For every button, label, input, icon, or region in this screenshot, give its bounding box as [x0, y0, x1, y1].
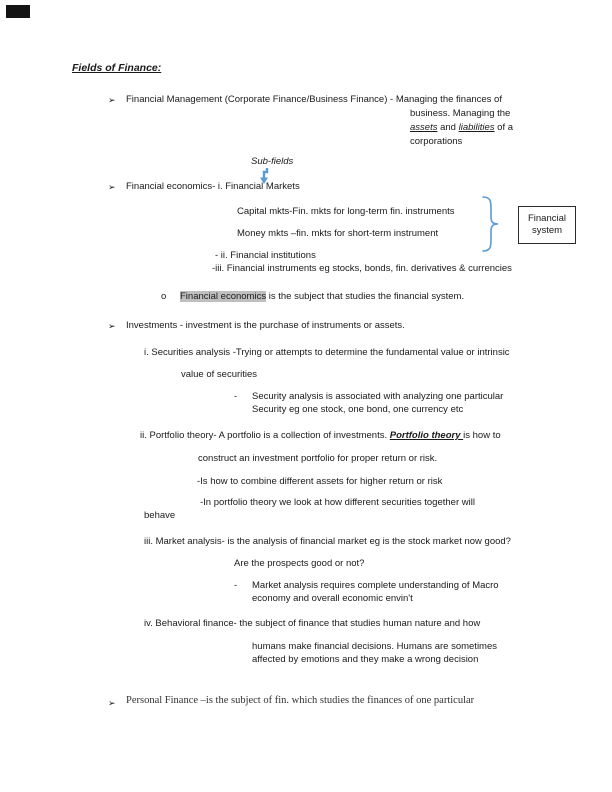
capital-markets-line: Capital mkts-Fin. mkts for long-term fin. instruments	[237, 206, 455, 217]
subfields-label: Sub-fields	[251, 156, 294, 167]
portfolio-pre: ii. Portfolio theory- A portfolio is a collection of investments.	[140, 430, 390, 441]
bullet-arrow-icon: ➢	[108, 95, 116, 105]
securities-note2: Security eg one stock, one bond, one currency etc	[252, 404, 464, 415]
portfolio-theory-term: Portfolio theory	[389, 430, 464, 441]
behavioral-line1: iv. Behavioral finance- the subject of finance that studies human nature and how	[144, 618, 481, 629]
personal-finance-line: Personal Finance –is the subject of fin. which studies the finances of one particular	[126, 695, 475, 706]
callout-line1: Financial	[527, 213, 567, 224]
securities-line1: i. Securities analysis -Trying or attempts to determine the fundamental value or intrinsic	[144, 347, 510, 358]
market-line1: iii. Market analysis- is the analysis of financial market eg is the stock market now good?	[144, 536, 511, 547]
securities-line2: value of securities	[181, 369, 258, 380]
portfolio-post: is how to	[463, 430, 501, 441]
scan-artifact	[6, 5, 30, 18]
line3-rest: of a	[494, 122, 514, 133]
portfolio-line5: behave	[144, 510, 176, 521]
financial-institutions-line: - ii. Financial institutions	[215, 250, 316, 261]
dash-icon: -	[234, 580, 238, 591]
securities-note1: Security analysis is associated with analyzing one particular	[252, 391, 504, 402]
financial-management-line1: Financial Management (Corporate Finance/Business Finance) - Managing the finances of	[126, 94, 502, 105]
financial-instruments-line: -iii. Financial instruments eg stocks, bonds, fin. derivatives & currencies	[212, 263, 512, 274]
sub-bullet-icon: o	[161, 291, 167, 302]
investments-heading: Investments - investment is the purchase of instruments or assets.	[126, 320, 405, 331]
dash-icon: -	[234, 391, 238, 402]
portfolio-line1	[140, 430, 501, 442]
bullet-arrow-icon: ➢	[108, 698, 116, 708]
line3-and: and	[437, 122, 459, 133]
page-title: Fields of Finance:	[72, 62, 162, 74]
behavioral-line3: affected by emotions and they make a wrong decision	[252, 654, 479, 665]
financial-economics-summary	[180, 291, 464, 303]
behavioral-line2: humans make financial decisions. Humans are sometimes	[252, 641, 497, 652]
financial-system-callout	[518, 206, 576, 244]
assets-term: assets	[410, 122, 438, 133]
portfolio-line3: -Is how to combine different assets for higher return or risk	[197, 476, 443, 487]
portfolio-line4: -In portfolio theory we look at how different securities together will	[200, 497, 475, 508]
summary-rest: is the subject that studies the financial system.	[266, 291, 465, 302]
financial-economics-heading: Financial economics- i. Financial Markets	[126, 181, 300, 192]
financial-management-line4: corporations	[410, 136, 463, 147]
portfolio-line2: construct an investment portfolio for proper return or risk.	[198, 453, 438, 464]
market-line2: Are the prospects good or not?	[234, 558, 365, 569]
financial-management-line2: business. Managing the	[410, 108, 511, 119]
bullet-arrow-icon: ➢	[108, 321, 116, 331]
market-note2: economy and overall economic envin't	[252, 593, 413, 604]
bullet-arrow-icon: ➢	[108, 182, 116, 192]
highlighted-term: Financial economics	[180, 291, 267, 302]
money-markets-line: Money mkts –fin. mkts for short-term instrument	[237, 228, 439, 239]
callout-line2: system	[531, 225, 563, 236]
financial-management-line3	[410, 122, 513, 134]
liabilities-term: liabilities	[458, 122, 495, 133]
curly-brace-icon	[481, 196, 501, 252]
market-note1: Market analysis requires complete understanding of Macro	[252, 580, 499, 591]
